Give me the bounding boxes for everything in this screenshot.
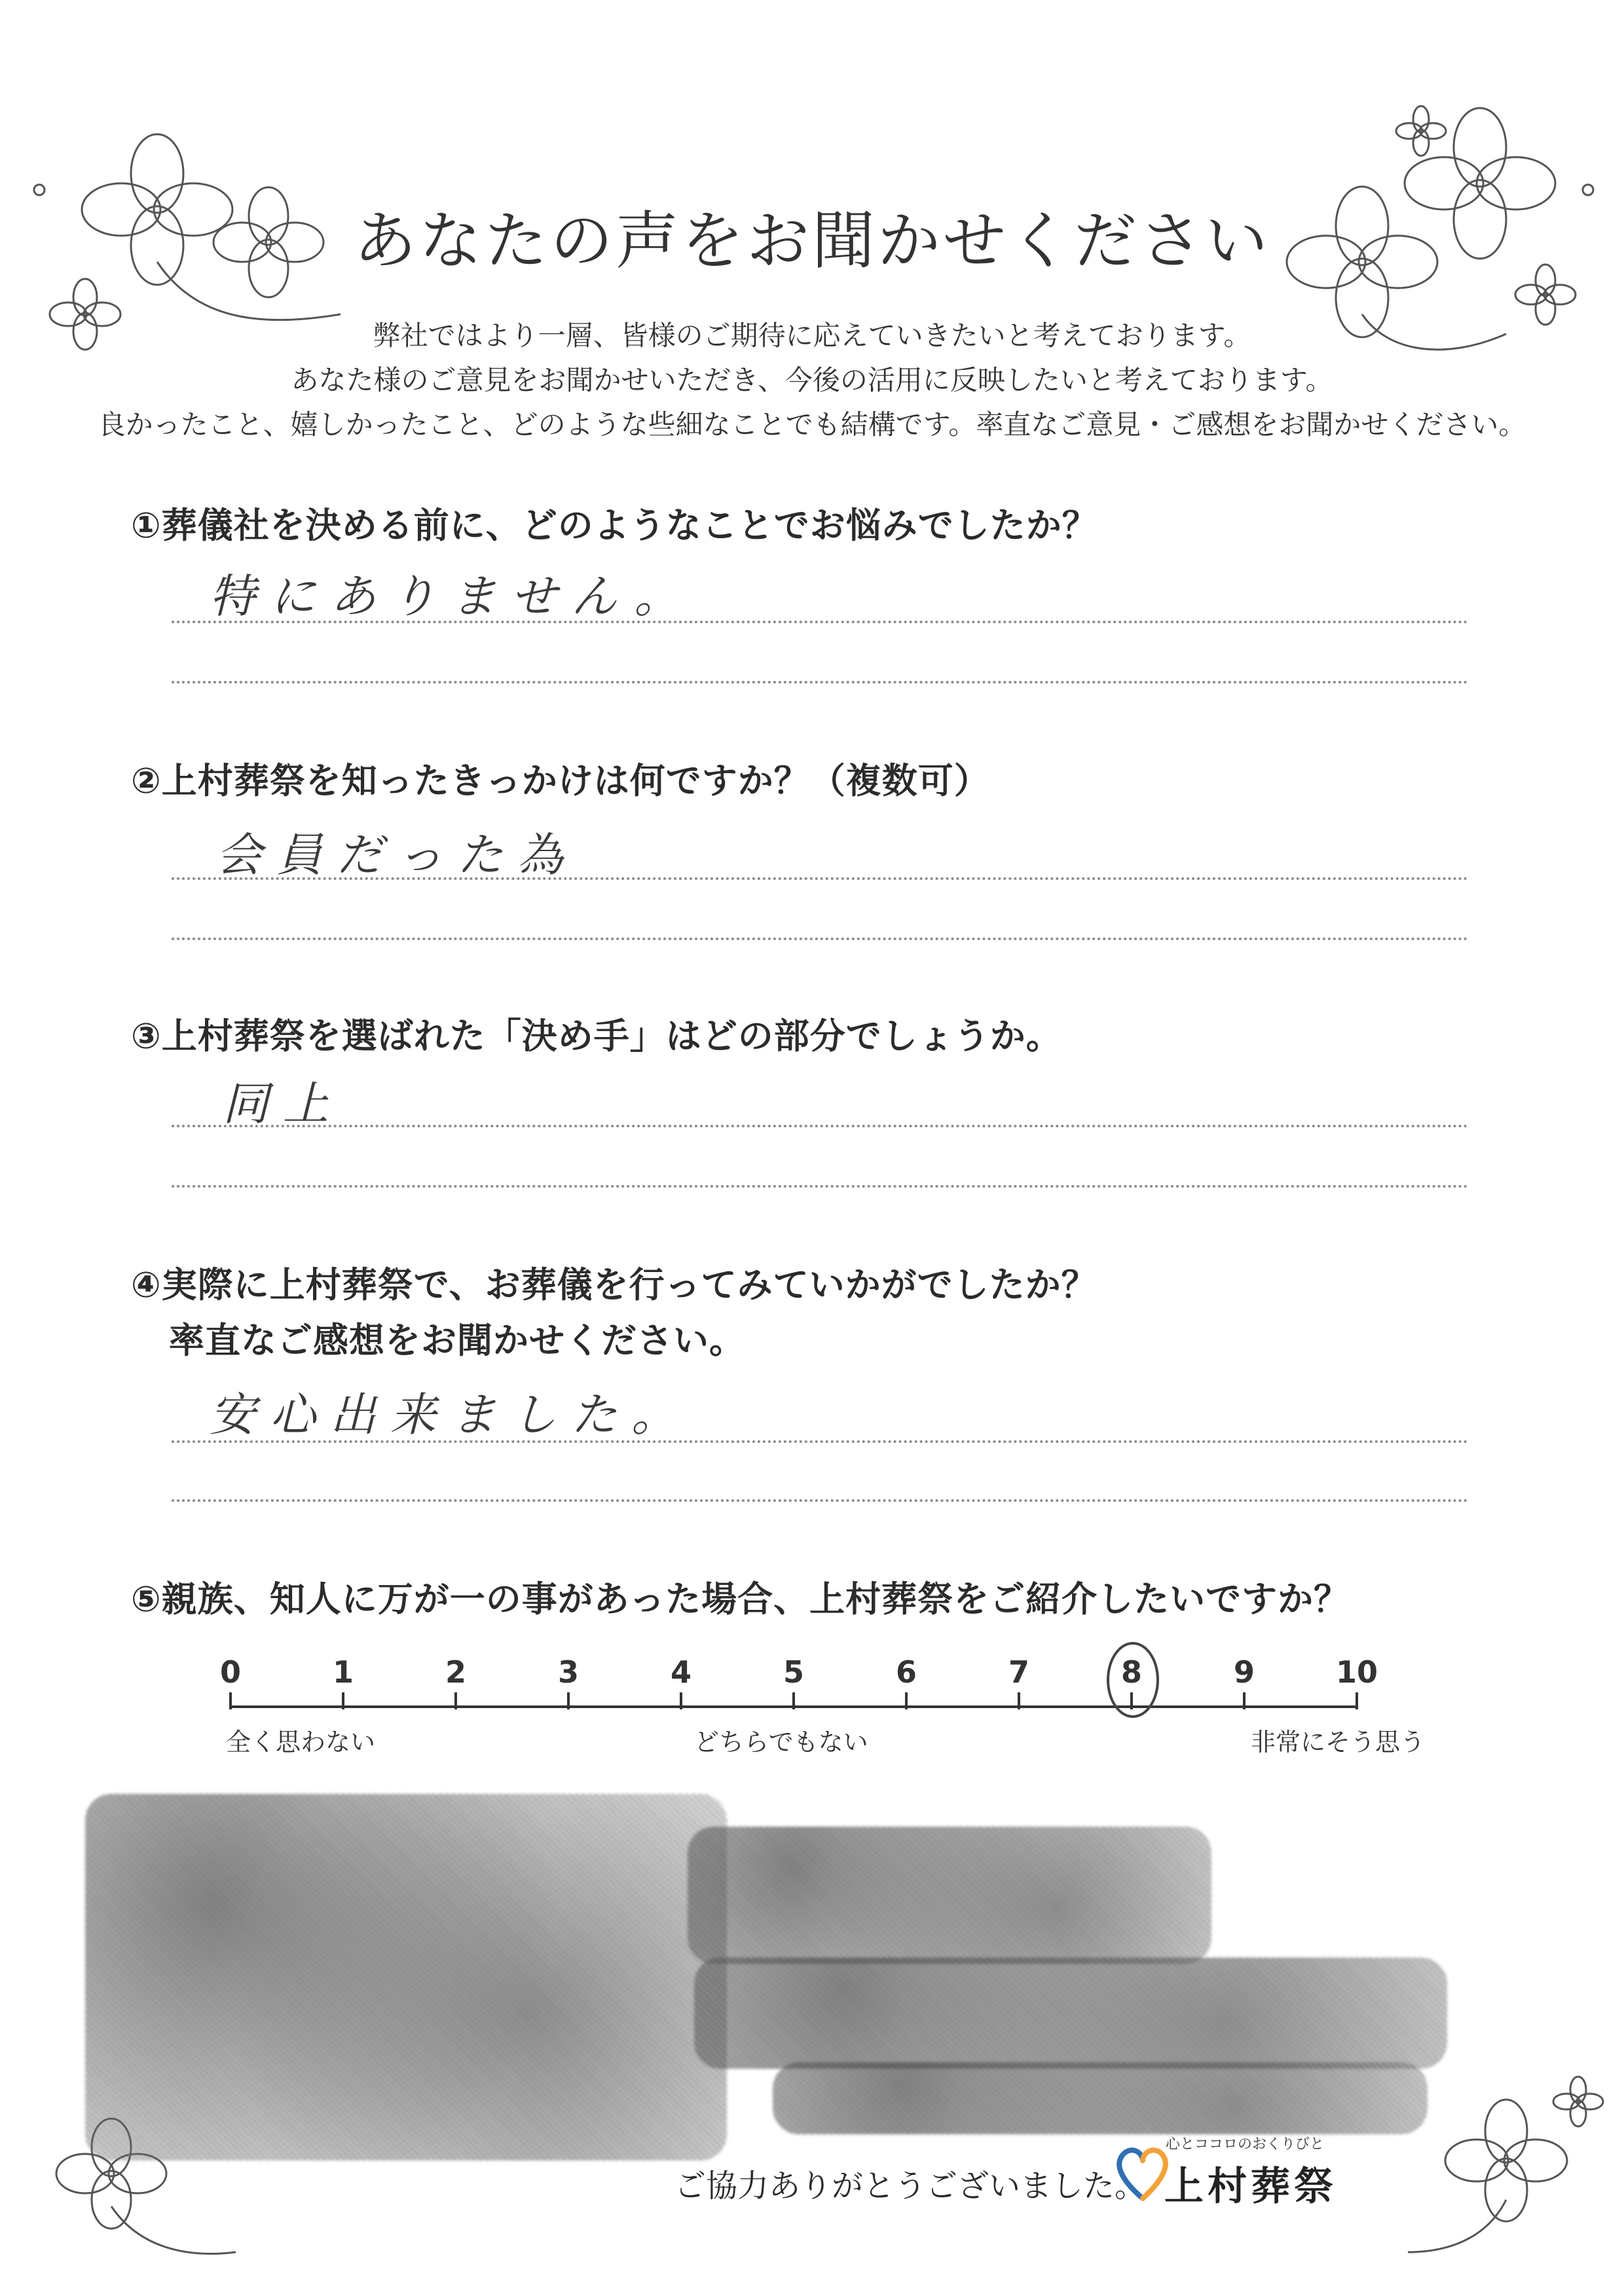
scale-number: 7 bbox=[1008, 1654, 1030, 1690]
answer-line bbox=[172, 621, 1468, 623]
answer-line bbox=[172, 1499, 1468, 1502]
scale-number: 2 bbox=[445, 1654, 467, 1690]
scale-number: 10 bbox=[1335, 1654, 1378, 1690]
intro-line-2: あなた様のご意見をお聞かせいただき、今後の活用に反映したいと考えております。 bbox=[291, 364, 1333, 396]
scale-tick bbox=[567, 1692, 570, 1709]
thanks-message: ご協力ありがとうございました。 bbox=[674, 2168, 1147, 2204]
scale-label-high: 非常にそう思う bbox=[1251, 1728, 1426, 1757]
question-1: ①葬儀社を決める前に、どのようなことでお悩みでしたか？ bbox=[131, 505, 1098, 546]
scale-label-low: 全く思わない bbox=[226, 1728, 376, 1757]
scale-tick bbox=[1356, 1692, 1358, 1709]
scale-tick bbox=[229, 1692, 232, 1709]
brand-name: 上村葬祭 bbox=[1164, 2164, 1337, 2210]
answer-line bbox=[172, 1440, 1468, 1443]
scale-number: 9 bbox=[1233, 1654, 1255, 1690]
answer-line bbox=[172, 877, 1468, 880]
answer-3: 同上 bbox=[223, 1077, 343, 1131]
scale-tick bbox=[1130, 1692, 1133, 1709]
scale-tick bbox=[454, 1692, 457, 1709]
question-4: ④実際に上村葬祭で、お葬儀を行ってみていかがでしたか？ bbox=[131, 1264, 1098, 1305]
scale-label-mid: どちらでもない bbox=[694, 1728, 868, 1757]
redacted-area bbox=[694, 1958, 1447, 2069]
question-2: ②上村葬祭を知ったきっかけは何ですか？（複数可） bbox=[131, 760, 990, 801]
answer-line bbox=[172, 681, 1468, 683]
redacted-area bbox=[85, 1794, 727, 2160]
scale-number: 1 bbox=[332, 1654, 354, 1690]
scale-axis-line bbox=[231, 1705, 1357, 1708]
scale-number: 5 bbox=[783, 1654, 805, 1690]
question-5: ⑤親族、知人に万が一の事があった場合、上村葬祭をご紹介したいですか？ bbox=[131, 1578, 1350, 1620]
scale-tick bbox=[792, 1692, 795, 1709]
answer-line bbox=[172, 1125, 1468, 1127]
scale-number: 3 bbox=[557, 1654, 580, 1690]
redacted-area bbox=[773, 2062, 1428, 2134]
scale-tick bbox=[342, 1692, 344, 1709]
page-title: あなたの声をお聞かせください bbox=[354, 204, 1270, 278]
redacted-area bbox=[688, 1827, 1211, 1964]
answer-line bbox=[172, 938, 1468, 940]
answer-2: 会員だった為 bbox=[216, 828, 578, 882]
intro-line-3: 良かったこと、嬉しかったこと、どのような些細なことでも結構です。率直なご意見・ご感想をお聞かせください。 bbox=[98, 409, 1526, 441]
brand-tagline: 心とココロのおくりびと bbox=[1166, 2136, 1325, 2153]
scale-tick bbox=[1243, 1692, 1246, 1709]
question-3: ③上村葬祭を選ばれた「決め手」はどの部分でしょうか。 bbox=[131, 1015, 1062, 1057]
selected-rating-circle bbox=[1107, 1642, 1159, 1718]
scale-number: 6 bbox=[895, 1654, 917, 1690]
scale-tick bbox=[905, 1692, 908, 1709]
question-4-line-2: 率直なご感想をお聞かせください。 bbox=[169, 1320, 745, 1361]
heart-logo-icon bbox=[1113, 2140, 1172, 2205]
scale-tick bbox=[680, 1692, 682, 1709]
answer-4: 安心出来ました。 bbox=[210, 1388, 692, 1442]
answer-line bbox=[172, 1185, 1468, 1188]
intro-line-1: 弊社ではより一層、皆様のご期待に応えていきたいと考えております。 bbox=[373, 319, 1251, 352]
scale-tick bbox=[1018, 1692, 1020, 1709]
scale-number: 4 bbox=[670, 1654, 692, 1690]
scale-number: 8 bbox=[1120, 1654, 1143, 1690]
scale-number: 0 bbox=[219, 1654, 242, 1690]
answer-1: 特にありません。 bbox=[210, 570, 695, 623]
